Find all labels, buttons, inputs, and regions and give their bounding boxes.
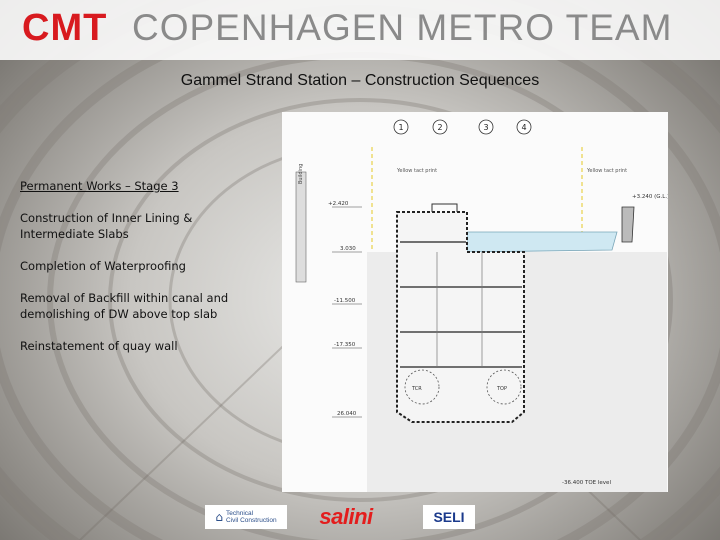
construction-drawing <box>282 112 668 492</box>
level-label: -17.350 <box>334 342 356 348</box>
seli-logo <box>423 505 475 529</box>
axis-label: 4 <box>521 123 527 132</box>
salini-logo <box>308 505 384 529</box>
building-label: Building <box>298 163 304 184</box>
yellow-label-right: Yellow tact print <box>587 168 628 174</box>
stage-step: Removal of Backfill within canal and demolishing of DW above top slab <box>20 291 229 321</box>
level-label: 3.030 <box>340 246 356 252</box>
ground-level-label: +3.240 (G.L.) <box>632 194 668 200</box>
bridge-icon: ⌂ <box>215 510 224 524</box>
seli-text: SELI <box>433 509 465 525</box>
quay-wall <box>622 207 634 242</box>
tunnel-left-label: TCR <box>412 386 422 392</box>
stage-description <box>20 178 270 370</box>
axis-label: 2 <box>437 123 443 132</box>
header-banner <box>0 0 720 60</box>
logo1-line2: Civil Construction <box>226 517 277 524</box>
tunnel-right-label: TOP <box>497 386 508 392</box>
stage-step: Construction of Inner Lining & Intermediate Slabs <box>20 211 193 241</box>
slide-title: Gammel Strand Station – Construction Sequences <box>180 72 540 89</box>
level-label: -11.500 <box>334 298 356 304</box>
level-label: +2.420 <box>328 201 349 207</box>
stage-step: Completion of Waterproofing <box>20 259 186 273</box>
toe-level-label: -36.400 TOE level <box>562 480 611 486</box>
brand-logo-short: CMT <box>22 7 108 49</box>
axis-label: 1 <box>398 123 404 132</box>
technical-civil-logo <box>205 505 287 529</box>
section-diagram <box>282 112 668 492</box>
building-block <box>296 172 306 282</box>
level-label: 26.040 <box>337 411 357 417</box>
yellow-label-left: Yellow tact print <box>397 168 438 174</box>
canal-water <box>467 232 617 252</box>
axis-label: 3 <box>483 123 489 132</box>
stage-step: Reinstatement of quay wall <box>20 339 178 353</box>
logo1-line1: Technical <box>226 510 254 517</box>
entrance-structure <box>432 204 457 212</box>
grid-axes <box>394 120 531 134</box>
salini-text: salini <box>319 504 373 529</box>
brand-logo-full: COPENHAGEN METRO TEAM <box>132 7 673 48</box>
stage-heading: Permanent Works – Stage 3 <box>20 179 179 193</box>
